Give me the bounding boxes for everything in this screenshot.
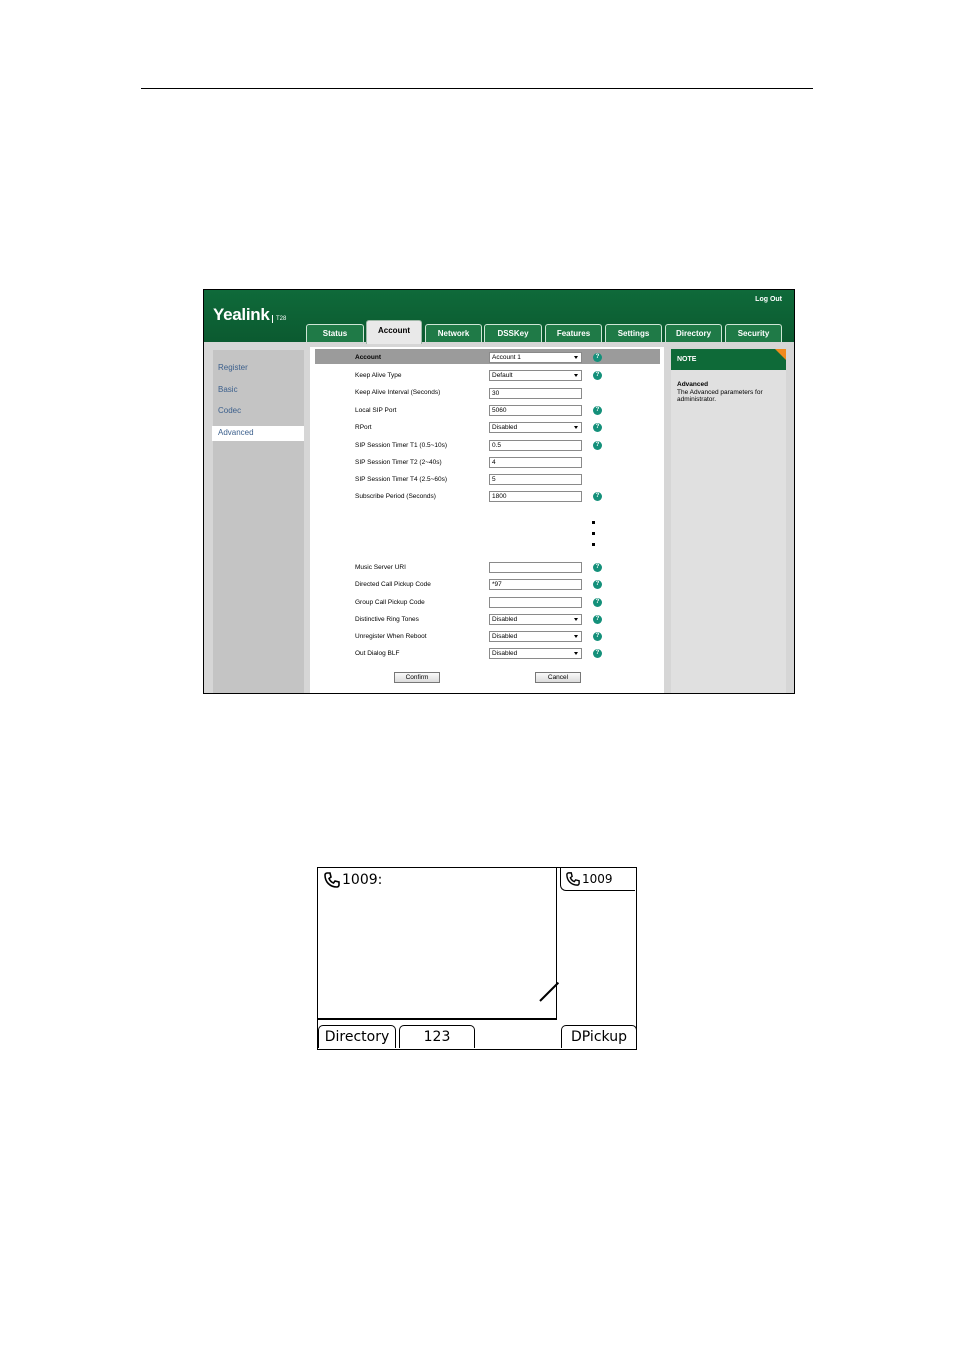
- web-ui-screenshot: [203, 289, 795, 694]
- tab-account[interactable]: Account: [366, 320, 422, 344]
- tab-status[interactable]: Status: [306, 324, 364, 342]
- phone-handset-icon: [324, 872, 340, 888]
- field-label-local-sip-port: Local SIP Port: [355, 407, 397, 414]
- field-label-out-dialog-blf: Out Dialog BLF: [355, 650, 400, 657]
- cancel-button[interactable]: Cancel: [535, 672, 581, 683]
- subscribe-period-input[interactable]: 1800: [489, 491, 582, 502]
- sidebar-item-advanced[interactable]: Advanced: [218, 428, 254, 437]
- local-sip-port-input[interactable]: 5060: [489, 405, 582, 416]
- keep-alive-type-select[interactable]: Default: [489, 370, 582, 381]
- sip-timer-t4-input[interactable]: 5: [489, 474, 582, 485]
- help-icon[interactable]: ?: [593, 598, 602, 607]
- help-icon[interactable]: ?: [593, 423, 602, 432]
- tab-features[interactable]: Features: [545, 324, 602, 342]
- dropdown-arrow-icon: [574, 652, 578, 655]
- field-label-account: Account: [355, 354, 381, 361]
- help-icon[interactable]: ?: [593, 492, 602, 501]
- field-label-subscribe-period: Subscribe Period (Seconds): [355, 493, 436, 500]
- model-label: T28: [272, 315, 286, 323]
- help-icon[interactable]: ?: [593, 580, 602, 589]
- softkey-123[interactable]: 123: [399, 1025, 475, 1048]
- tab-settings[interactable]: Settings: [605, 324, 662, 342]
- rport-select[interactable]: Disabled: [489, 422, 582, 433]
- help-icon[interactable]: ?: [593, 441, 602, 450]
- note-corner-fold: [775, 349, 786, 360]
- sidebar: [213, 350, 304, 693]
- help-icon[interactable]: ?: [593, 371, 602, 380]
- field-label-sip-timer-t2: SIP Session Timer T2 (2~40s): [355, 459, 442, 466]
- note-header: NOTE: [671, 349, 786, 370]
- field-label-distinctive-ring: Distinctive Ring Tones: [355, 616, 419, 623]
- directed-pickup-code-input[interactable]: *97: [489, 579, 582, 590]
- unregister-reboot-select[interactable]: Disabled: [489, 631, 582, 642]
- phone-handset-icon: [566, 872, 580, 886]
- field-label-music-server-uri: Music Server URI: [355, 564, 406, 571]
- tab-dsskey[interactable]: DSSKey: [484, 324, 542, 342]
- account-select[interactable]: Account 1: [489, 352, 582, 363]
- keep-alive-interval-input[interactable]: 30: [489, 388, 582, 399]
- distinctive-ring-select[interactable]: Disabled: [489, 614, 582, 625]
- field-label-keep-alive-interval: Keep Alive Interval (Seconds): [355, 389, 441, 396]
- advanced-settings-form: [310, 347, 664, 693]
- sip-timer-t1-input[interactable]: 0.5: [489, 440, 582, 451]
- out-dialog-blf-select[interactable]: Disabled: [489, 648, 582, 659]
- softkey-directory[interactable]: Directory: [318, 1025, 396, 1048]
- tab-network[interactable]: Network: [425, 324, 482, 342]
- field-label-keep-alive-type: Keep Alive Type: [355, 372, 402, 379]
- confirm-button[interactable]: Confirm: [394, 672, 440, 683]
- sidebar-item-register[interactable]: Register: [218, 363, 248, 372]
- help-icon[interactable]: ?: [593, 406, 602, 415]
- note-panel: [671, 349, 786, 693]
- field-label-directed-pickup: Directed Call Pickup Code: [355, 581, 431, 588]
- lcd-call-area: [318, 868, 557, 1020]
- ellipsis-dot: [592, 543, 595, 546]
- tab-security[interactable]: Security: [725, 324, 782, 342]
- sip-timer-t2-input[interactable]: 4: [489, 457, 582, 468]
- group-pickup-code-input[interactable]: [489, 597, 582, 608]
- web-header: [204, 290, 794, 342]
- yealink-logo: Yealink: [213, 305, 270, 324]
- phone-lcd-screen: [317, 867, 637, 1050]
- tab-directory[interactable]: Directory: [665, 324, 722, 342]
- page-header-rule: [141, 88, 813, 89]
- dropdown-arrow-icon: [574, 374, 578, 377]
- dropdown-arrow-icon: [574, 635, 578, 638]
- ellipsis-dot: [592, 521, 595, 524]
- dropdown-arrow-icon: [574, 618, 578, 621]
- field-label-rport: RPort: [355, 424, 372, 431]
- dropdown-arrow-icon: [574, 356, 578, 359]
- field-label-group-pickup: Group Call Pickup Code: [355, 599, 425, 606]
- softkey-dpickup[interactable]: DPickup: [561, 1025, 637, 1048]
- dropdown-arrow-icon: [574, 426, 578, 429]
- field-label-sip-timer-t4: SIP Session Timer T4 (2.5~60s): [355, 476, 448, 483]
- field-label-unregister-reboot: Unregister When Reboot: [355, 633, 427, 640]
- help-icon[interactable]: ?: [593, 649, 602, 658]
- call-line-label: 1009:: [342, 872, 383, 888]
- account-label: 1009: [582, 872, 613, 886]
- note-title: Advanced: [677, 381, 709, 388]
- call-line: [324, 872, 382, 888]
- sidebar-item-codec[interactable]: Codec: [218, 406, 242, 415]
- logout-link[interactable]: Log Out: [755, 296, 782, 303]
- help-icon[interactable]: ?: [593, 632, 602, 641]
- sidebar-item-basic[interactable]: Basic: [218, 385, 238, 394]
- help-icon[interactable]: ?: [593, 353, 602, 362]
- field-label-sip-timer-t1: SIP Session Timer T1 (0.5~10s): [355, 442, 448, 449]
- help-icon[interactable]: ?: [593, 563, 602, 572]
- help-icon[interactable]: ?: [593, 615, 602, 624]
- ellipsis-dot: [592, 532, 595, 535]
- account-line-key[interactable]: [560, 868, 635, 891]
- note-text: The Advanced parameters for administrator.: [677, 389, 763, 403]
- music-server-uri-input[interactable]: [489, 562, 582, 573]
